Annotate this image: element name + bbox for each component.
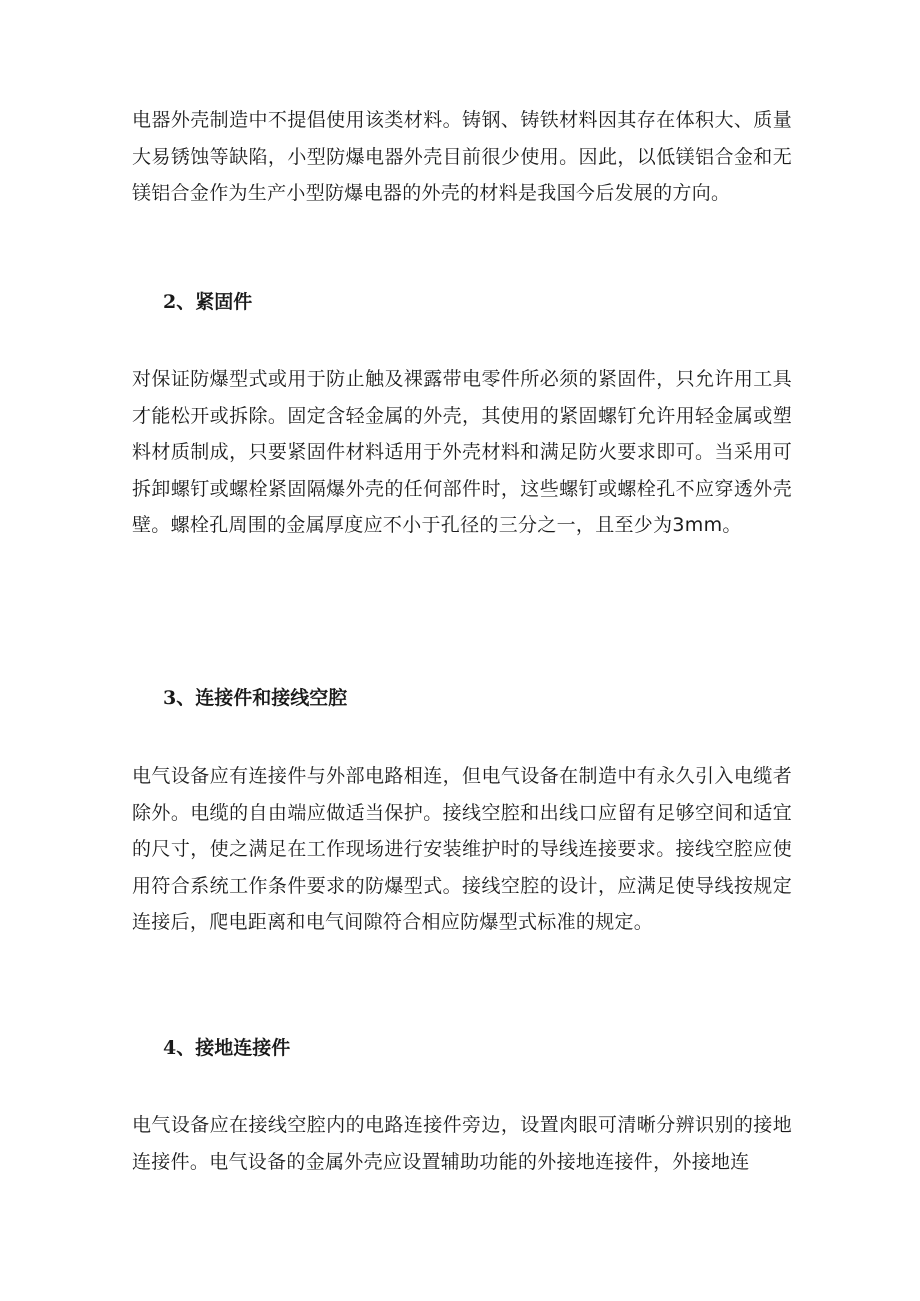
section-heading-connectors: 3、连接件和接线空腔 [163, 687, 348, 709]
section-heading-grounding: 4、接地连接件 [163, 1037, 291, 1059]
paragraph-housing-materials: 电器外壳制造中不提倡使用该类材料。铸钢、铸铁材料因其存在体积大、质量大易锈蚀等缺陷，小型防爆电器外壳目前很少使用。因此，以低镁铝合金和无镁铝合金作为生产小型防爆电器的外壳的材料是我国今后发展的方向。 [132, 109, 792, 204]
paragraph-connectors: 电气设备应有连接件与外部电路相连，但电气设备在制造中有永久引入电缆者除外。电缆的自由端应做适当保护。接线空腔和出线口应留有足够空间和适宜的尺寸，使之满足在工作现场进行安装维护时的导线连接要求。接线空腔应使用符合系统工作条件要求的防爆型式。接线空腔的设计，应满足使导线按规定连接后，爬电距离和电气间隙符合相应防爆型式标准的规定。 [132, 765, 792, 933]
section-heading-fasteners: 2、紧固件 [163, 291, 253, 313]
paragraph-fasteners: 对保证防爆型式或用于防止触及裸露带电零件所必须的紧固件，只允许用工具才能松开或拆除。固定含轻金属的外壳，其使用的紧固螺钉允许用轻金属或塑料材质制成，只要紧固件材料适用于外壳材料和满足防火要求即可。当采用可拆卸螺钉或螺栓紧固隔爆外壳的任何部件时，这些螺钉或螺栓孔不应穿透外壳壁。螺栓孔周围的金属厚度应不小于孔径的三分之一，且至少为3mm。 [132, 368, 792, 536]
paragraph-grounding: 电气设备应在接线空腔内的电路连接件旁边，设置肉眼可清晰分辨识别的接地连接件。电气设备的金属外壳应设置辅助功能的外接地连接件，外接地连 [132, 1114, 792, 1173]
